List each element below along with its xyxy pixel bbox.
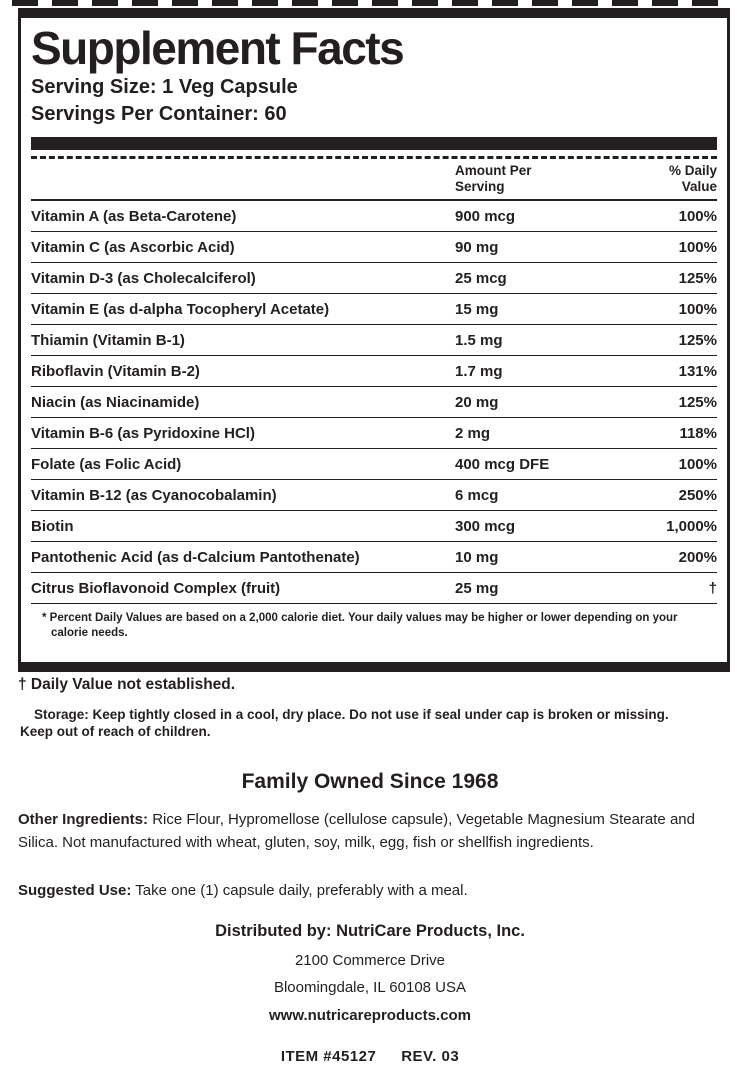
ingredient-name: Pantothenic Acid (as d-Calcium Pantothenate)	[31, 548, 360, 566]
ingredient-name: Vitamin C (as Ascorbic Acid)	[31, 238, 235, 256]
table-row	[31, 263, 717, 294]
ingredient-name: Biotin	[31, 517, 74, 535]
ingredient-daily-value: 250%	[678, 486, 717, 504]
ingredient-amount: 25 mg	[455, 579, 499, 597]
table-column-headers	[31, 163, 717, 194]
cropped-text-edge	[12, 0, 728, 6]
ingredient-daily-value: 1,000%	[666, 517, 717, 535]
amount-header-line1: Amount Per	[455, 163, 532, 179]
serving-size: Serving Size: 1 Veg Capsule	[31, 76, 298, 99]
suggested-use-text: Take one (1) capsule daily, preferably with a meal.	[135, 882, 468, 899]
ingredient-name: Citrus Bioflavonoid Complex (fruit)	[31, 579, 281, 597]
supplement-facts-panel	[18, 8, 730, 672]
amount-header-line2: Serving	[455, 178, 505, 194]
ingredient-amount: 10 mg	[455, 548, 499, 566]
table-row	[31, 325, 717, 356]
table-row	[31, 480, 717, 511]
item-revision-line: ITEM #45127 REV. 03	[280, 1048, 460, 1065]
ingredient-amount: 20 mg	[455, 393, 499, 411]
ingredient-daily-value: 125%	[678, 393, 717, 411]
ingredient-daily-value: 118%	[679, 424, 717, 442]
suggested-use-label: Suggested Use:	[18, 882, 132, 899]
ingredient-name: Thiamin (Vitamin B-1)	[31, 331, 185, 349]
ingredient-name: Vitamin D-3 (as Cholecalciferol)	[31, 269, 256, 287]
ingredient-amount: 2 mg	[455, 424, 491, 442]
ingredient-amount: 900 mcg	[455, 207, 516, 225]
table-row	[31, 449, 717, 480]
panel-title: Supplement Facts	[31, 22, 404, 74]
other-ingredients-label: Other Ingredients:	[18, 811, 149, 828]
ingredient-name: Vitamin B-6 (as Pyridoxine HCl)	[31, 424, 255, 442]
table-row	[31, 232, 717, 263]
ingredient-amount: 6 mcg	[455, 486, 499, 504]
suggested-use-line	[18, 881, 718, 901]
table-row	[31, 418, 717, 449]
brand-tagline: Family Owned Since 1968	[241, 770, 499, 793]
dv-header-line1: % Daily	[668, 163, 717, 179]
ingredient-daily-value: 200%	[678, 548, 717, 566]
ingredient-amount: 90 mg	[455, 238, 499, 256]
table-row	[31, 387, 717, 418]
ingredient-amount: 25 mcg	[455, 269, 507, 287]
dv-header-line2: Value	[681, 178, 717, 194]
ingredient-name: Vitamin A (as Beta-Carotene)	[31, 207, 237, 225]
amount-column-header	[455, 163, 622, 194]
storage-note: Storage: Keep tightly closed in a cool, dry place. Do not use if seal under cap is broken or missing. Keep out of reach of children.	[20, 707, 669, 740]
ingredient-name: Niacin (as Niacinamide)	[31, 393, 200, 411]
other-ingredients-text: Rice Flour, Hypromellose (cellulose capsule), Vegetable Magnesium Stearate and Silica. Not manufactured with wheat, gluten, soy, milk, egg, fish or shellfish ingredients.	[18, 811, 695, 852]
thick-divider-bar	[31, 137, 717, 150]
table-row	[31, 511, 717, 542]
dashed-divider	[31, 156, 717, 159]
servings-per-container: Servings Per Container: 60	[31, 103, 287, 126]
table-row	[31, 356, 717, 387]
distributor-street: 2100 Commerce Drive	[294, 951, 446, 969]
ingredient-daily-value: 100%	[678, 455, 717, 473]
ingredient-name: Vitamin B-12 (as Cyanocobalamin)	[31, 486, 277, 504]
ingredient-name: Vitamin E (as d-alpha Tocopheryl Acetate)	[31, 300, 330, 318]
ingredient-daily-value: 100%	[678, 300, 717, 318]
ingredient-amount: 1.5 mg	[455, 331, 503, 349]
daily-value-column-header	[622, 163, 717, 194]
ingredient-amount: 15 mg	[455, 300, 499, 318]
ingredient-daily-value: 100%	[678, 207, 717, 225]
table-row	[31, 542, 717, 573]
table-row	[31, 294, 717, 325]
panel-footnote: * Percent Daily Values are based on a 2,000 calorie diet. Your daily values may be higher or lower depending on your calorie needs.	[42, 612, 678, 640]
ingredient-name: Riboflavin (Vitamin B-2)	[31, 362, 200, 380]
ingredient-daily-value: †	[708, 579, 717, 597]
ingredient-amount: 1.7 mg	[455, 362, 503, 380]
ingredient-daily-value: 125%	[678, 269, 717, 287]
ingredient-name: Folate (as Folic Acid)	[31, 455, 182, 473]
distributor-block	[0, 916, 740, 1030]
ingredient-table	[31, 201, 717, 604]
distributor-city: Bloomingdale, IL 60108 USA	[273, 979, 467, 997]
daily-value-not-established-note: † Daily Value not established.	[18, 676, 236, 693]
ingredient-daily-value: 125%	[678, 331, 717, 349]
table-row	[31, 573, 717, 604]
header-spacer	[31, 163, 455, 194]
ingredient-daily-value: 131%	[678, 362, 717, 380]
table-row	[31, 201, 717, 232]
ingredient-amount: 300 mcg	[455, 517, 516, 535]
distributor-name: Distributed by: NutriCare Products, Inc.	[215, 922, 525, 940]
ingredient-daily-value: 100%	[678, 238, 717, 256]
other-ingredients-paragraph	[18, 808, 712, 855]
distributor-website: www.nutricareproducts.com	[269, 1007, 471, 1025]
ingredient-amount: 400 mcg DFE	[455, 455, 550, 473]
